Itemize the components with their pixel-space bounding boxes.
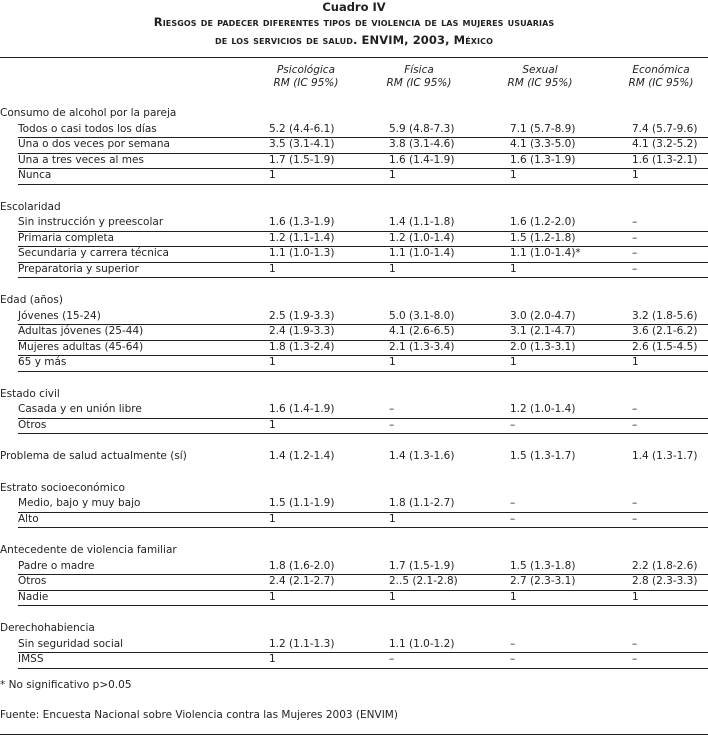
- table-cell: 1.2 (1.0-1.4): [510, 403, 576, 415]
- table-cell: 1: [510, 169, 517, 181]
- column-sub: RM (IC 95%): [386, 77, 452, 89]
- table-title-line-2: de los servicios de salud. ENVIM, 2003, México: [214, 33, 494, 47]
- source-note: Fuente: Encuesta Nacional sobre Violencia contra las Mujeres 2003 (ENVIM): [0, 709, 398, 721]
- table-section-row: [0, 106, 708, 122]
- table-cell: 1: [510, 590, 517, 603]
- column-sub: RM (IC 95%): [273, 77, 339, 89]
- row-label: Sin instrucción y preescolar: [18, 216, 164, 228]
- table-row: [0, 262, 708, 278]
- table-section-row: [0, 293, 708, 309]
- table-cell: 1: [389, 356, 396, 368]
- row-label: Casada y en unión libre: [18, 403, 142, 415]
- table-cell: –: [510, 653, 516, 665]
- table-cell: –: [632, 497, 638, 509]
- column-header-sexual: [480, 64, 600, 90]
- column-name: Sexual: [522, 64, 558, 76]
- table-cell: 1.6 (1.3-1.9): [510, 153, 576, 166]
- table-cell: 2.8 (2.3-3.3): [632, 575, 698, 587]
- footnote-text: * No significativo p>0.05: [0, 679, 132, 691]
- table-cell: 1: [389, 169, 396, 181]
- table-cell: 1.8 (1.3-2.4): [269, 340, 335, 353]
- table-cell: –: [389, 653, 395, 665]
- table-row: [0, 418, 708, 434]
- row-label: Nadie: [18, 590, 49, 603]
- table-cell: 2.6 (1.5-4.5): [632, 340, 698, 353]
- table-cell: 2.2 (1.8-2.6): [632, 559, 698, 572]
- table-row: [0, 340, 708, 356]
- row-label: Padre o madre: [18, 559, 95, 572]
- table-cell: 1: [632, 356, 639, 368]
- row-rule: [18, 668, 708, 669]
- table-cell: 1: [269, 590, 276, 603]
- row-label: Sin seguridad social: [18, 637, 124, 650]
- row-label: Otros: [18, 575, 47, 587]
- table-row: [0, 496, 708, 512]
- row-rule: [18, 371, 708, 372]
- table-row: [0, 637, 708, 653]
- table-cell: 4.1 (3.2-5.2): [632, 138, 698, 150]
- table-cell: 5.0 (3.1-8.0): [389, 309, 455, 322]
- table-row: [0, 324, 708, 340]
- row-label: Jóvenes (15-24): [18, 309, 101, 322]
- column-sub: RM (IC 95%): [628, 77, 694, 89]
- row-label: Nunca: [18, 169, 52, 181]
- table-cell: 1: [389, 590, 396, 603]
- table-cell: 1.1 (1.0-1.4)*: [510, 247, 581, 259]
- table-cell: 3.5 (3.1-4.1): [269, 138, 335, 150]
- table-cell: –: [510, 637, 516, 650]
- section-label: Estrato socioeconómico: [0, 481, 125, 494]
- table-cell: 3.1 (2.1-4.7): [510, 325, 576, 337]
- table-cell: 1.2 (1.1-1.3): [269, 637, 335, 650]
- table-row: [0, 137, 708, 153]
- column-header-economica: [601, 64, 708, 90]
- row-rule: [18, 605, 708, 606]
- table-cell: –: [632, 262, 638, 275]
- table-cell: –: [389, 403, 395, 415]
- table-cell: 2.0 (1.3-3.1): [510, 340, 576, 353]
- column-name: Física: [404, 64, 434, 76]
- table-row: [0, 402, 708, 418]
- section-label: Derechohabiencia: [0, 622, 95, 634]
- row-rule: [18, 184, 708, 185]
- table-cell: 1.1 (1.0-1.4): [389, 247, 455, 259]
- column-header-psicologica: [246, 64, 366, 90]
- row-label: IMSS: [18, 653, 44, 665]
- table-cell: 1.5 (1.3-1.7): [510, 450, 576, 462]
- column-name: Psicológica: [276, 64, 336, 76]
- table-cell: 1.4 (1.3-1.6): [389, 450, 455, 462]
- row-label: Adultas jóvenes (25-44): [18, 325, 144, 337]
- table-cell: 1.6 (1.3-1.9): [269, 216, 335, 228]
- table-row: [0, 153, 708, 169]
- top-rule: [0, 57, 708, 58]
- table-cell: 2.5 (1.9-3.3): [269, 309, 335, 322]
- table-cell: 1: [269, 169, 276, 181]
- table-row: [0, 246, 708, 262]
- table-cell: 1.5 (1.1-1.9): [269, 497, 335, 509]
- row-label: 65 y más: [18, 356, 67, 368]
- table-cell: 1: [510, 262, 517, 275]
- table-cell: –: [632, 512, 638, 525]
- table-cell: 1: [389, 262, 396, 275]
- table-cell: 1.6 (1.2-2.0): [510, 216, 576, 228]
- row-label: Medio, bajo y muy bajo: [18, 497, 141, 509]
- table-cell: 1: [269, 356, 276, 368]
- table-cell: –: [632, 637, 638, 650]
- table-cell: 1.8 (1.1-2.7): [389, 497, 455, 509]
- table-number: Cuadro IV: [322, 0, 386, 14]
- table-row: [0, 652, 708, 668]
- table-cell: 1: [632, 590, 639, 603]
- table-cell: –: [632, 231, 638, 244]
- table-row: [0, 309, 708, 325]
- table-cell: 1.4 (1.2-1.4): [269, 450, 335, 462]
- table-cell: 4.1 (3.3-5.0): [510, 138, 576, 150]
- table-cell: 1.2 (1.1-1.4): [269, 231, 335, 244]
- table-cell: –: [632, 418, 638, 431]
- table-cell: 1: [269, 512, 276, 525]
- section-label: Consumo de alcohol por la pareja: [0, 107, 177, 119]
- table-cell: –: [510, 418, 516, 431]
- table-title-line-1: Riesgos de padecer diferentes tipos de violencia de las mujeres usuarias: [153, 15, 555, 29]
- column-header-fisica: [359, 64, 479, 90]
- table-cell: 1.5 (1.3-1.8): [510, 559, 576, 572]
- table-section-row: [0, 449, 708, 465]
- row-rule: [18, 527, 708, 528]
- table-cell: 1.4 (1.1-1.8): [389, 216, 455, 228]
- row-label: Una a tres veces al mes: [18, 153, 144, 166]
- table-row: [0, 168, 708, 184]
- table-section-row: [0, 621, 708, 637]
- table-cell: 1.7 (1.5-1.9): [389, 559, 455, 572]
- section-label: Escolaridad: [0, 200, 61, 213]
- table-cell: 1: [269, 653, 276, 665]
- table-cell: –: [632, 653, 638, 665]
- table-cell: 1.7 (1.5-1.9): [269, 153, 335, 166]
- table-section-row: [0, 543, 708, 559]
- footnote: [0, 679, 132, 691]
- table-row: [0, 231, 708, 247]
- table-cell: 7.4 (5.7-9.6): [632, 122, 698, 135]
- table-cell: 1.8 (1.6-2.0): [269, 559, 335, 572]
- row-label: Una o dos veces por semana: [18, 138, 170, 150]
- row-rule: [18, 277, 708, 278]
- table-cell: 2.1 (1.3-3.4): [389, 340, 455, 353]
- row-rule: [18, 433, 708, 434]
- row-label: Mujeres adultas (45-64): [18, 340, 144, 353]
- table-row: [0, 122, 708, 138]
- table-cell: 1.6 (1.4-1.9): [389, 153, 455, 166]
- table-cell: 5.2 (4.4-6.1): [269, 122, 335, 135]
- table-cell: 1: [510, 356, 517, 368]
- table-cell: 3.6 (2.1-6.2): [632, 325, 698, 337]
- table-cell: 1.4 (1.3-1.7): [632, 450, 698, 462]
- row-label: Alto: [18, 512, 39, 525]
- table-cell: –: [632, 403, 638, 415]
- table-cell: 1: [269, 418, 276, 431]
- row-label: Otros: [18, 418, 47, 431]
- table-cell: 3.8 (3.1-4.6): [389, 138, 455, 150]
- table-cell: 2.7 (2.3-3.1): [510, 575, 576, 587]
- table-cell: 1.1 (1.0-1.2): [389, 637, 455, 650]
- table-cell: 5.9 (4.8-7.3): [389, 122, 455, 135]
- section-label: Estado civil: [0, 387, 60, 400]
- section-label: Problema de salud actualmente (sí): [0, 450, 187, 462]
- table-row: [0, 215, 708, 231]
- table-cell: 2..5 (2.1-2.8): [389, 575, 458, 587]
- section-label: Antecedente de violencia familiar: [0, 544, 177, 556]
- table-cell: 1.6 (1.4-1.9): [269, 403, 335, 415]
- table-cell: 1.2 (1.0-1.4): [389, 231, 455, 244]
- table-cell: 1: [269, 262, 276, 275]
- row-label: Preparatoria y superior: [18, 262, 139, 275]
- table-cell: 4.1 (2.6-6.5): [389, 325, 455, 337]
- bottom-rule: [0, 734, 708, 735]
- table-cell: 1: [632, 169, 639, 181]
- table-cell: –: [632, 216, 638, 228]
- table-cell: 1: [389, 512, 396, 525]
- table-row: [0, 512, 708, 528]
- table-cell: 1.5 (1.2-1.8): [510, 231, 576, 244]
- table-cell: –: [632, 247, 638, 259]
- table-cell: 7.1 (5.7-8.9): [510, 122, 576, 135]
- table-cell: –: [389, 418, 395, 431]
- table-cell: –: [510, 497, 516, 509]
- table-cell: 1.1 (1.0-1.3): [269, 247, 335, 259]
- table-section-row: [0, 387, 708, 403]
- table-cell: 2.4 (1.9-3.3): [269, 325, 335, 337]
- table-section-row: [0, 481, 708, 497]
- table-row: [0, 559, 708, 575]
- table-cell: –: [510, 512, 516, 525]
- table-row: [0, 590, 708, 606]
- table-row: [0, 574, 708, 590]
- table-cell: 2.4 (2.1-2.7): [269, 575, 335, 587]
- table-row: [0, 355, 708, 371]
- table-cell: 3.0 (2.0-4.7): [510, 309, 576, 322]
- column-name: Económica: [632, 64, 690, 76]
- row-label: Secundaria y carrera técnica: [18, 247, 169, 259]
- table-cell: 3.2 (1.8-5.6): [632, 309, 698, 322]
- section-label: Edad (años): [0, 294, 63, 306]
- row-label: Primaria completa: [18, 231, 115, 244]
- table-section-row: [0, 200, 708, 216]
- table-cell: 1.6 (1.3-2.1): [632, 153, 698, 166]
- row-label: Todos o casi todos los días: [18, 122, 157, 135]
- column-sub: RM (IC 95%): [507, 77, 573, 89]
